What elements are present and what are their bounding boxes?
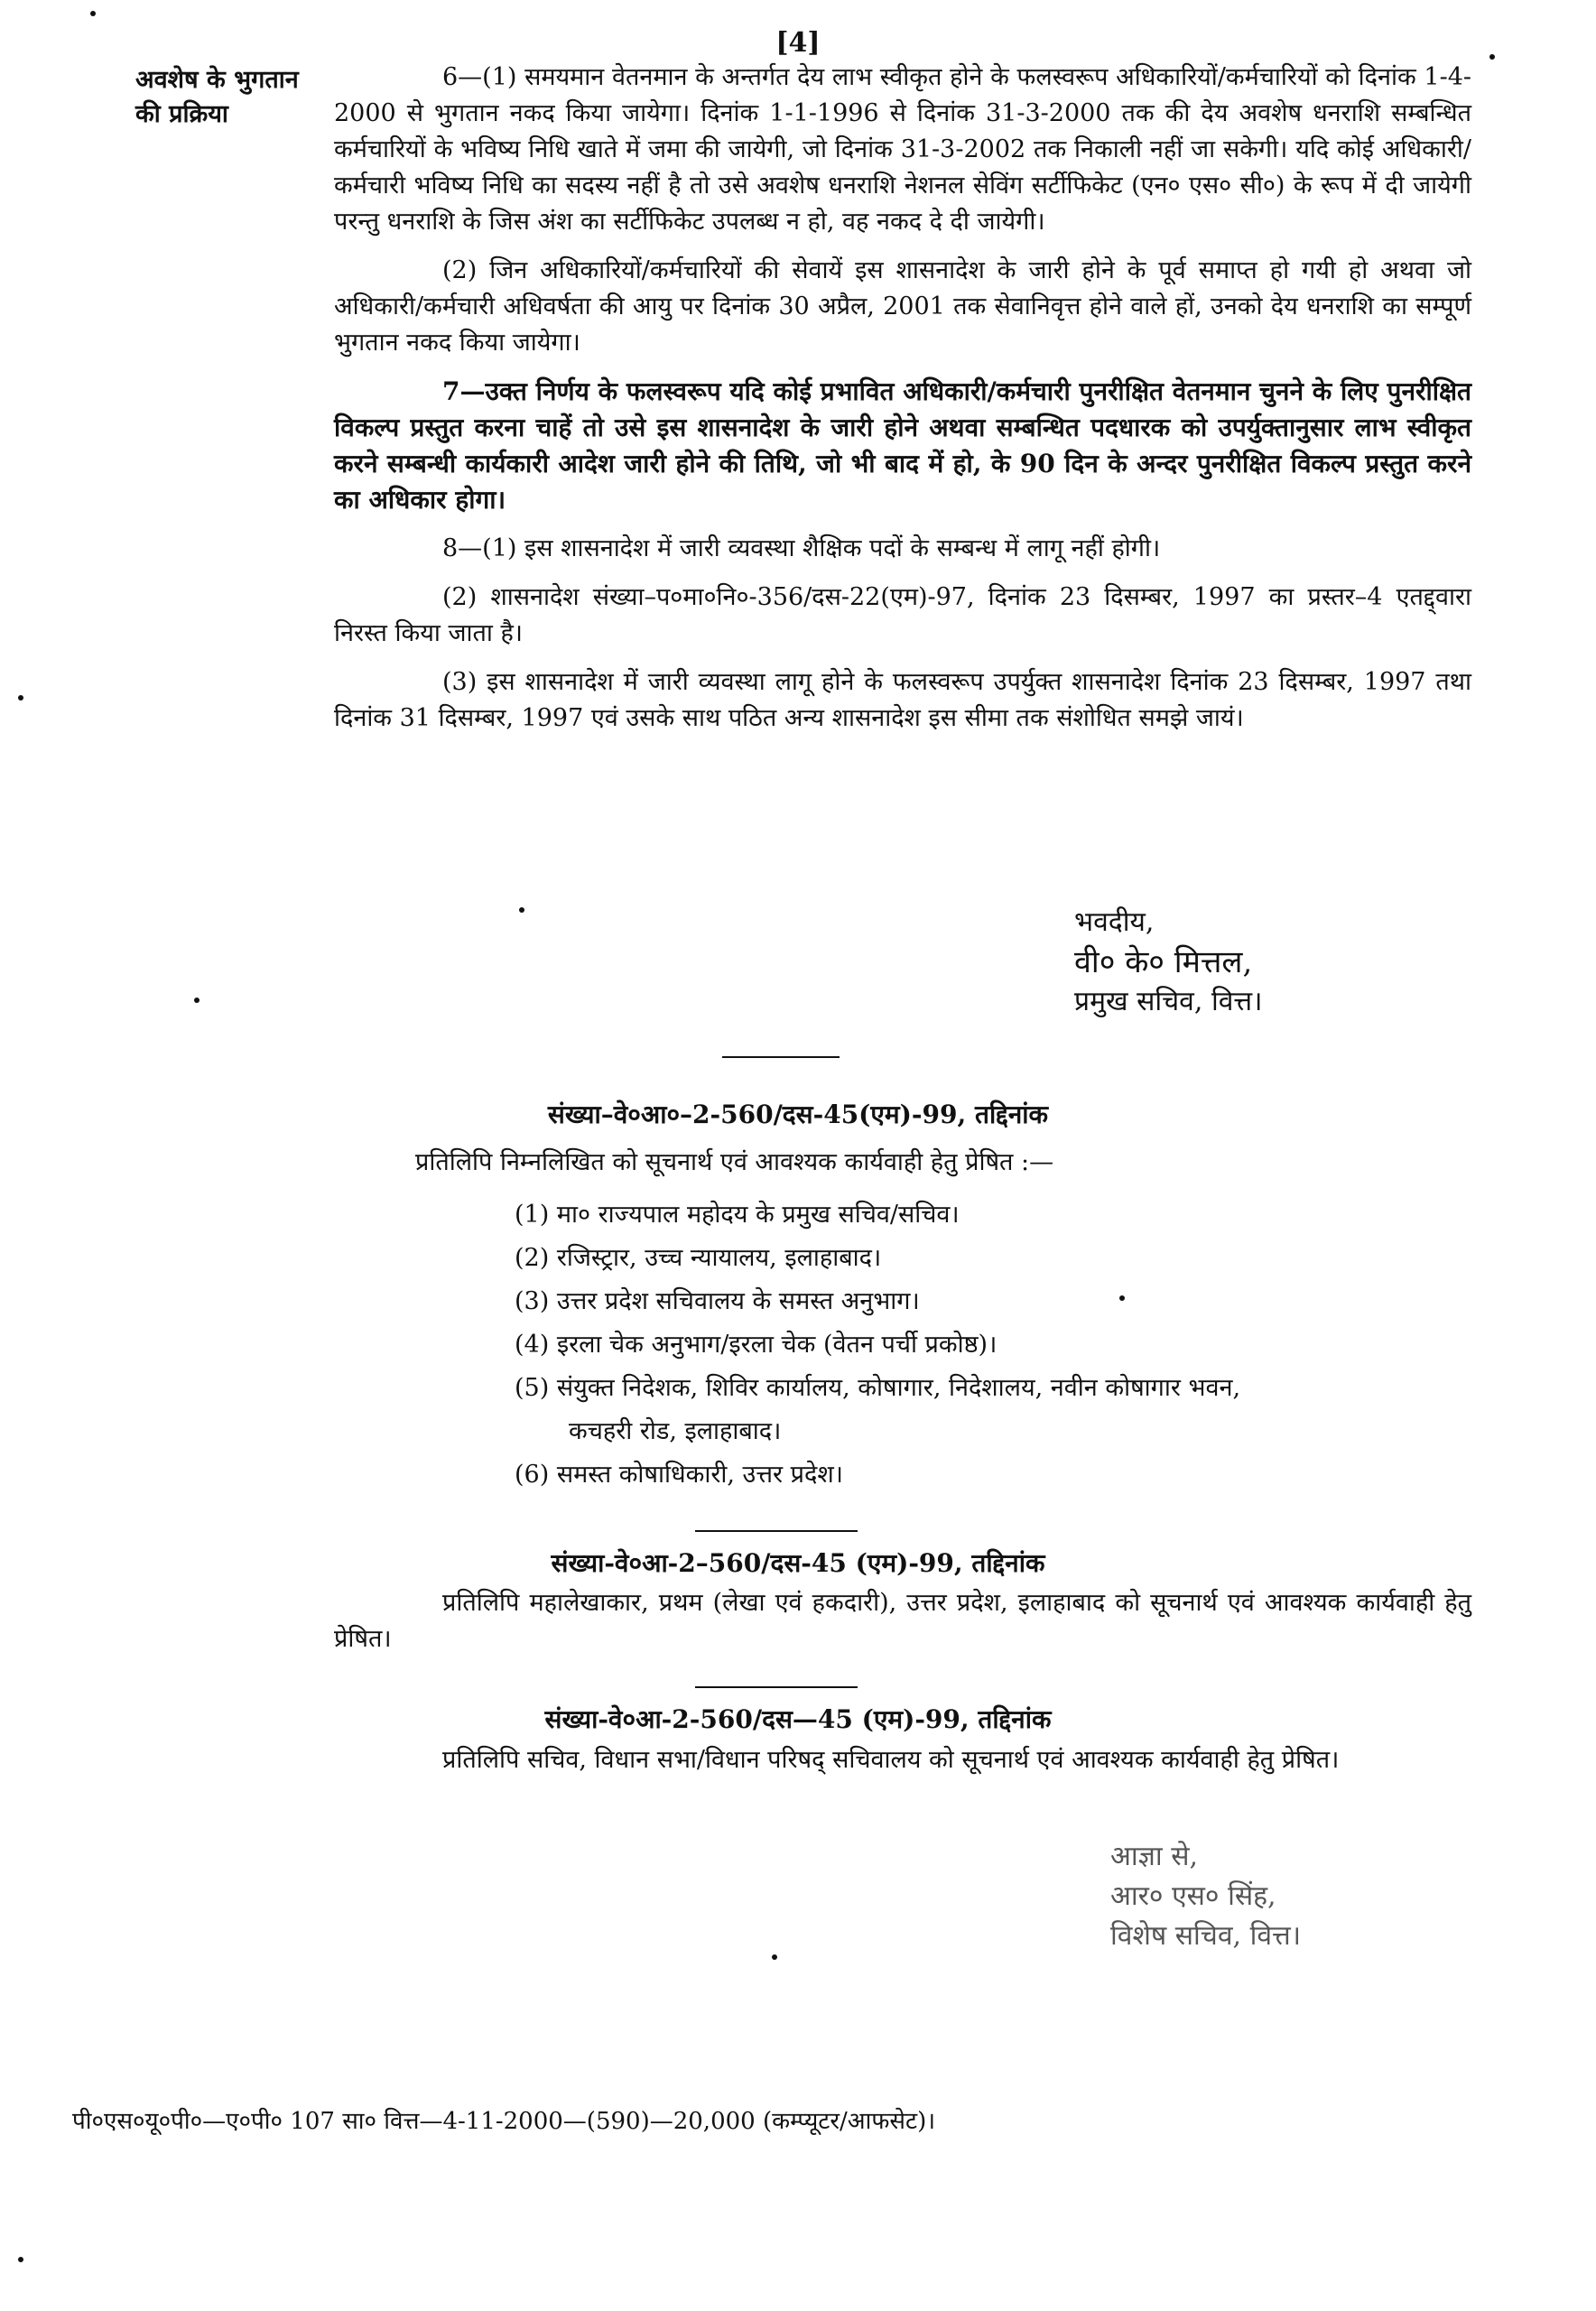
- divider: [695, 1530, 858, 1532]
- scan-speck: [194, 998, 200, 1003]
- scan-speck: [772, 1954, 777, 1960]
- copy-text-3: प्रतिलिपि सचिव, विधान सभा/विधान परिषद् सचिवालय को सूचनार्थ एवं आवश्यक कार्यवाही हेतु प्रेषित।: [442, 1746, 1340, 1774]
- scan-speck: [519, 907, 524, 913]
- copy-text-2: प्रतिलिपि महालेखाकार, प्रथम (लेखा एवं हकदारी), उत्तर प्रदेश, इलाहाबाद को सूचनार्थ एवं आवश्यक कार्यवाही हेतु प्रेषित।: [334, 1589, 1471, 1653]
- signatory-designation: प्रमुख सचिव, वित्त।: [1074, 986, 1263, 1017]
- margin-note: अवशेष के भुगतान की प्रक्रिया: [135, 66, 299, 128]
- signatory-designation: विशेष सचिव, वित्त।: [1110, 1920, 1302, 1952]
- list-item: (6) समस्त कोषाधिकारी, उत्तर प्रदेश।: [515, 1461, 843, 1489]
- paragraph-8-3: (3) इस शासनादेश में जारी व्यवस्था लागू होने के फलस्वरूप उपर्युक्त शासनादेश दिनांक 23 दिसम्बर, 1997 तथा दिनांक 31 दिसम्बर, 1997 एवं उसके साथ पठित अन्य शासनादेश इस सीमा तक संशोधित समझे जायं।: [334, 668, 1471, 732]
- list-item: (5) संयुक्त निदेशक, शिविर कार्यालय, कोषागार, निदेशालय, नवीन कोषागार भवन,: [515, 1374, 1241, 1402]
- page-number: [4]: [775, 27, 821, 59]
- scan-speck: [18, 695, 23, 701]
- signatory-name: आर० एस० सिंह,: [1110, 1880, 1276, 1912]
- paragraph-8-2: (2) शासनादेश संख्या–प०मा०नि०-356/दस-22(एम)-97, दिनांक 23 दिसम्बर, 1997 का प्रस्तर–4 एतद्द्वारा निरस्त किया जाता है।: [334, 583, 1471, 647]
- paragraph-6-2: (2) जिन अधिकारियों/कर्मचारियों की सेवायें इस शासनादेश के जारी होने के पूर्व समाप्त हो गयी हो अथवा जो अधिकारी/कर्मचारी अधिवर्षता की आयु पर दिनांक 30 अप्रैल, 2001 तक सेवानिवृत्त होने वाले हों, उनको देय धनराशि का सम्पूर्ण भुगतान नकद किया जायेगा।: [334, 256, 1471, 357]
- divider: [695, 1686, 858, 1688]
- list-item: (4) इरला चेक अनुभाग/इरला चेक (वेतन पर्ची प्रकोष्ठ)।: [515, 1331, 998, 1359]
- scan-speck: [1489, 54, 1495, 60]
- copy-number-1: संख्या–वे०आ०–2-560/दस-45(एम)-99, तद्दिनांक: [547, 1100, 1049, 1129]
- signature-block-1: [1074, 903, 1453, 1022]
- signatory-name: वी० के० मित्तल,: [1074, 944, 1253, 980]
- copy-number-3: संख्या-वे०आ-2-560/दस—45 (एम)-99, तद्दिनांक: [544, 1704, 1052, 1734]
- signature-closing: आज्ञा से,: [1110, 1841, 1199, 1872]
- list-item: कचहरी रोड, इलाहाबाद।: [569, 1417, 782, 1445]
- main-body: [334, 60, 1471, 749]
- paragraph-7: 7—उक्त निर्णय के फलस्वरूप यदि कोई प्रभावित अधिकारी/कर्मचारी पुनरीक्षित वेतनमान चुनने के लिए पुनरीक्षित विकल्प प्रस्तुत करना चाहें तो उसे इस शासनादेश के जारी होने अथवा सम्बन्धित पदधारक को उपर्युक्तानुसार लाभ स्वीकृत करने सम्बन्धी कार्यकारी आदेश जारी होने की तिथि, जो भी बाद में हो, के 90 दिन के अन्दर पुनरीक्षित विकल्प प्रस्तुत करने का अधिकार होगा।: [334, 376, 1471, 515]
- copy-number-2: संख्या-वे०आ-2–560/दस-45 (एम)-99, तद्दिनांक: [551, 1548, 1045, 1578]
- list-item: (2) रजिस्ट्रार, उच्च न्यायालय, इलाहाबाद।: [515, 1244, 882, 1272]
- divider: [722, 1056, 840, 1058]
- paragraph-8-1: 8—(1) इस शासनादेश में जारी व्यवस्था शैक्षिक पदों के सम्बन्ध में लागू नहीं होगी।: [442, 534, 1161, 562]
- distribution-list: [515, 1193, 1462, 1497]
- list-item: (3) उत्तर प्रदेश सचिवालय के समस्त अनुभाग।: [515, 1287, 920, 1315]
- scan-speck: [90, 11, 96, 16]
- paragraph-6-1: 6—(1) समयमान वेतनमान के अन्तर्गत देय लाभ स्वीकृत होने के फलस्वरूप अधिकारियों/कर्मचारियों को दिनांक 1-4-2000 से भुगतान नकद किया जायेगा। दिनांक 1-1-1996 से दिनांक 31-3-2000 तक की देय अवशेष धनराशि सम्बन्धित कर्मचारियों के भविष्य निधि खाते में जमा की जायेगी, जो दिनांक 31-3-2002 तक निकाली नहीं जा सकेगी। यदि कोई अधिकारी/कर्मचारी भविष्य निधि का सदस्य नहीं है तो उसे अवशेष धनराशि नेशनल सेविंग सर्टीफिकेट (एन० एस० सी०) के रूप में दी जायेगी परन्तु धनराशि के जिस अंश का सर्टीफिकेट उपलब्ध न हो, वह नकद दे दी जायेगी।: [334, 63, 1471, 236]
- copy-intro-1: प्रतिलिपि निम्नलिखित को सूचनार्थ एवं आवश्यक कार्यवाही हेतु प्रेषित :—: [415, 1148, 1054, 1176]
- scan-speck: [18, 2257, 23, 2262]
- signature-closing: भवदीय,: [1074, 906, 1155, 938]
- scan-speck: [1119, 1295, 1125, 1301]
- print-footer: पी०एस०यू०पी०—ए०पी० 107 सा० वित्त—4-11-2000—(590)—20,000 (कम्प्यूटर/आफसेट)।: [72, 2108, 936, 2135]
- list-item: (1) मा० राज्यपाल महोदय के प्रमुख सचिव/सचिव।: [515, 1201, 960, 1229]
- signature-block-2: [1110, 1837, 1489, 1956]
